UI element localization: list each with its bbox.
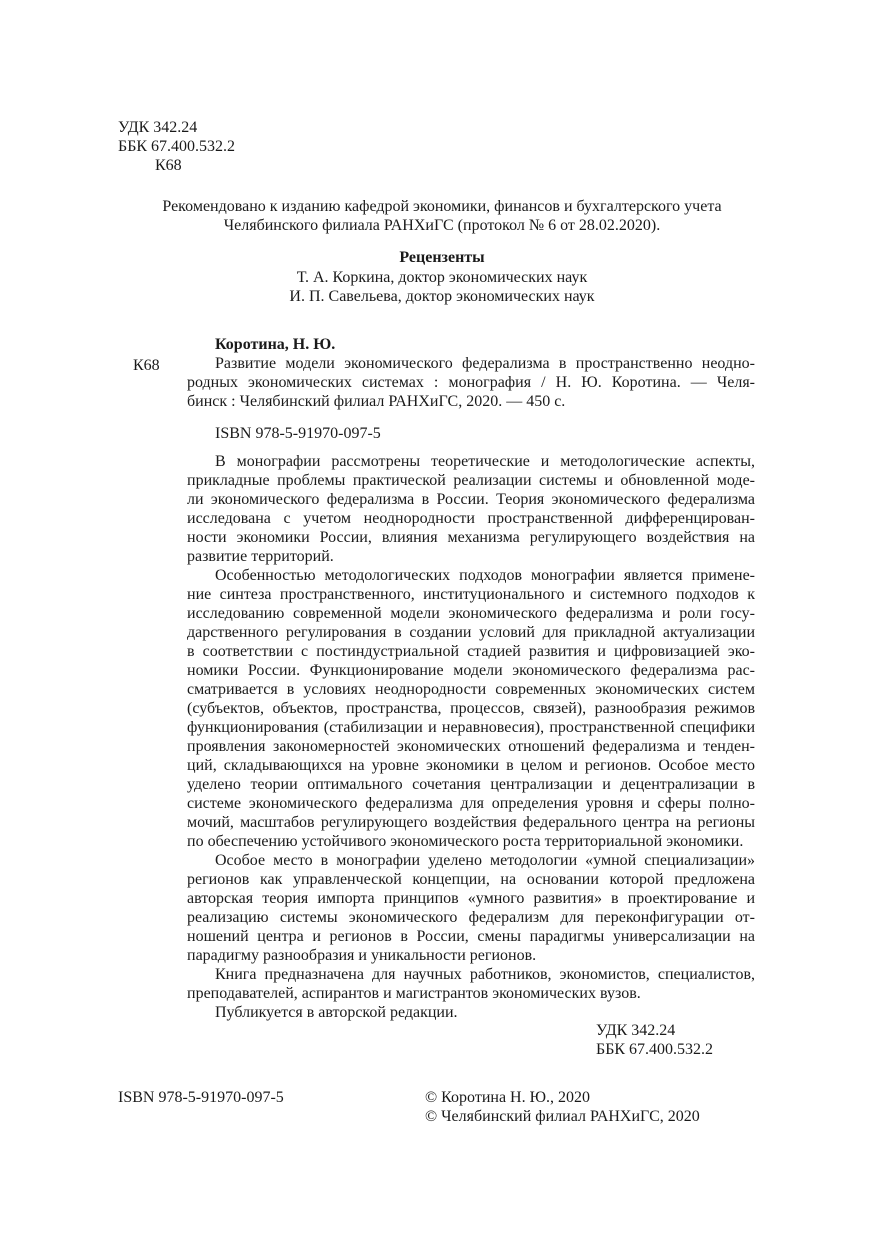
udk-code: УДК 342.24 xyxy=(118,119,198,136)
abstract-p4-line: Книга предназначена для научных работников, экономистов, специалистов, xyxy=(215,966,755,983)
abstract-p2-line: Особенностью методологических подходов монографии является примене- xyxy=(215,567,755,584)
abstract-p1-line: исследована с учетом неоднородности пространственной дифференцирован- xyxy=(187,510,755,527)
abstract-p2-line: системе экономического федерализма для определения уровня и сферы полно- xyxy=(187,795,755,812)
abstract-p1-line: ности экономики России, влияния механизма регулирующего воздействия на xyxy=(187,529,755,546)
abstract-p1-line: прикладные проблемы практической реализации системы и обновленной моде- xyxy=(187,472,755,489)
bib-line-1: Развитие модели экономического федерализма в пространственно неодно- xyxy=(215,355,755,372)
bib-author: Коротина, Н. Ю. xyxy=(215,336,336,353)
udk-code-footer: УДК 342.24 xyxy=(596,1022,676,1039)
abstract-p2-line: ние синтеза пространственного, институционального и системного подходов к xyxy=(187,586,755,603)
abstract-p3-line: реализацию системы экономического федерализм для переконфигурации от- xyxy=(187,909,755,926)
abstract-p2-line: проявления закономерностей экономических отношений федерализма и тенден- xyxy=(187,738,755,755)
abstract-p2-line: (субъектов, объектов, пространства, процессов, связей), разнообразия режимов xyxy=(187,700,755,717)
abstract-p2-line: сматривается в условиях неоднородности современных экономических систем xyxy=(187,681,755,698)
bib-mark: К68 xyxy=(133,357,160,374)
abstract-p2-line: мочий, масштабов регулирующего воздействия федерального центра на регионы xyxy=(187,814,755,831)
reviewer-1: Т. А. Коркина, доктор экономических наук xyxy=(296,269,588,286)
abstract-p3-line: ношений центра и регионов в России, смены парадигмы универсализации на xyxy=(187,928,755,945)
abstract-p1-line: развитие территорий. xyxy=(187,548,334,565)
bbk-code: ББК 67.400.532.2 xyxy=(118,138,236,155)
abstract-p2-line: ций, складывающихся на уровне экономики в целом и регионов. Особое место xyxy=(187,757,755,774)
recommendation-line-1: Рекомендовано к изданию кафедрой экономики, финансов и бухгалтерского учета xyxy=(162,198,722,215)
abstract-p5-line: Публикуется в авторской редакции. xyxy=(215,1004,458,1021)
bib-line-3: бинск : Челябинский филиал РАНХиГС, 2020. — 450 с. xyxy=(187,393,566,410)
abstract-p2-line: дарственного регулирования в создании условий для прикладной актуализации xyxy=(187,624,755,641)
abstract-p3-line: парадигму разнообразия и уникальности регионов. xyxy=(187,947,537,964)
abstract-p1-line: ли экономического федерализма в России. Теория экономического федерализма xyxy=(187,491,755,508)
abstract-p2-line: в соответствии с постиндустриальной стадией развития и цифровизацией эко- xyxy=(187,643,755,660)
reviewers-title: Рецензенты xyxy=(399,249,485,266)
abstract-p2-line: номики России. Функционирование модели экономического федерализма рас- xyxy=(187,662,755,679)
bbk-code-footer: ББК 67.400.532.2 xyxy=(596,1041,714,1058)
bib-isbn: ISBN 978-5-91970-097-5 xyxy=(215,425,381,442)
abstract-p2-line: уделено теории оптимального сочетания централизации и децентрализации в xyxy=(187,776,755,793)
reviewer-2: И. П. Савельева, доктор экономических наук xyxy=(289,288,595,305)
recommendation-line-2: Челябинского филиала РАНХиГС (протокол № 6 от 28.02.2020). xyxy=(223,217,661,234)
abstract-p2-line: функционирования (стабилизации и неравновесия), пространственной специфики xyxy=(187,719,755,736)
abstract-p4-line: преподавателей, аспирантов и магистрантов экономических вузов. xyxy=(187,985,641,1002)
abstract-p3-line: Особое место в монографии уделено методологии «умной специализации» xyxy=(215,852,755,869)
bib-line-2: родных экономических системах : монография / Н. Ю. Коротина. — Челя- xyxy=(187,374,755,391)
copyright-publisher: © Челябинский филиал РАНХиГС, 2020 xyxy=(425,1108,700,1125)
copyright-author: © Коротина Н. Ю., 2020 xyxy=(425,1089,591,1106)
abstract-p2-line: исследованию современной модели экономического федерализма и роли госу- xyxy=(187,605,755,622)
abstract-p1-line: В монографии рассмотрены теоретические и методологические аспекты, xyxy=(215,453,755,470)
abstract-p2-line: по обеспечению устойчивого экономического роста территориальной экономики. xyxy=(187,833,744,850)
footer-isbn: ISBN 978-5-91970-097-5 xyxy=(118,1089,284,1106)
abstract-p3-line: авторская теория импорта принципов «умного развития» в проектирование и xyxy=(187,890,755,907)
abstract-p3-line: регионов как управленческой концепции, на основании которой предложена xyxy=(187,871,755,888)
author-mark: К68 xyxy=(155,157,182,174)
